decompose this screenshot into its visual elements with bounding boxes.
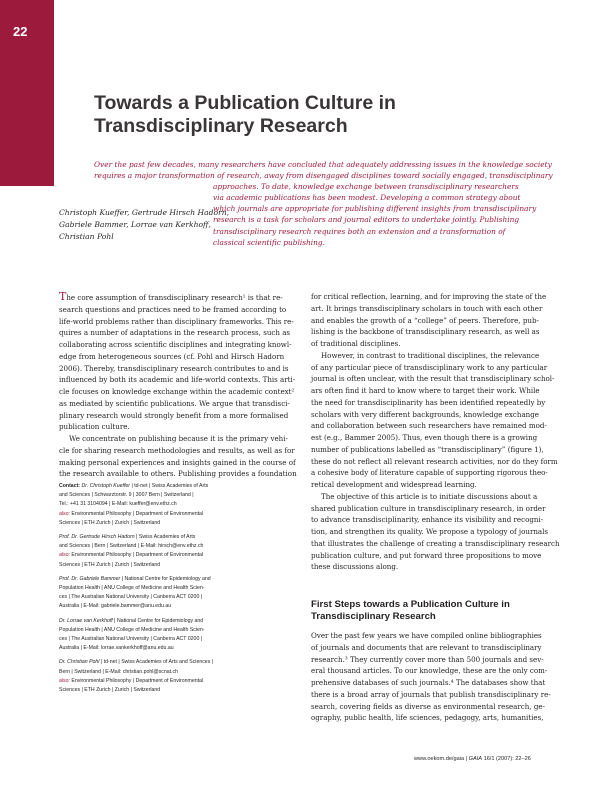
contact-line [59, 482, 295, 491]
body-line: plinary research would strongly benefit from a more formalised [59, 410, 289, 420]
body-line: collaborating across scientific disciplines and integrating knowl- [59, 340, 292, 349]
contact-line: and Sciences | Bern | Switzerland | E-Mail: hirsch@env.ethz.ch [59, 543, 204, 550]
body-line: the research available to others. Publishing provides a foundation [59, 469, 297, 479]
abstract-line: transdisciplinary research requires both an extension and a transformation of [213, 226, 506, 236]
author-line: Christoph Kueffer, Gertrude Hirsch Hadorn, [59, 208, 230, 217]
body-line: scholars with very different backgrounds, knowledge exchange [311, 409, 539, 419]
body-line: ars often find it hard to know where to target their work. While [311, 386, 540, 395]
contact-line: Sciences | ETH Zurich | Zurich | Switzerland [59, 519, 161, 526]
contact-name: Prof. Dr. Gertrude Hirsch Hadorn [59, 534, 135, 541]
body-column-right [311, 291, 560, 573]
section-heading [311, 599, 551, 622]
body-line: and collaboration between such researchers have remained mod- [311, 421, 547, 431]
contact-label: Contact: [59, 483, 82, 489]
abstract-line: research is a task for scholars and journal editors to undertake jointly. Publishing [213, 215, 520, 225]
body-line: publication culture, and put forward three propositions to move [311, 550, 542, 560]
body-text: he core assumption of transdisciplinary research¹ is that re- [66, 293, 283, 302]
page-footer [414, 756, 531, 762]
body-line: lishing is the backbone of transdisciplinary research, as well as [311, 327, 540, 337]
body-line: making personal experiences and insights gained in the course of [59, 457, 296, 467]
contact-line: and Sciences | Schwarztorstr. 9 | 3007 Bern | Switzerland | [59, 492, 194, 499]
contact-line: ces | The Australian National University | Canberra ACT 0200 | [59, 636, 203, 643]
drop-cap: T [59, 290, 67, 303]
contact-line: Australia | E-Mail: lorrae.vankerkhoff@anu.edu.au [59, 645, 174, 652]
body-line: that illustrates the challenge of creating a transdisciplinary research [311, 538, 560, 548]
section-heading-line: Transdisciplinary Research [311, 610, 436, 622]
abstract-line: which journals are appropriate for publishing different insights from transdisciplinary [213, 204, 537, 214]
body-line: eral thousand articles. To our knowledge, these are the only com- [311, 666, 548, 676]
body-line: cle for sharing research methodologies and results, as well as for [59, 445, 295, 455]
title-line: Towards a Publication Culture in [94, 92, 396, 114]
body-line: est (e.g., Bammer 2005). Thus, even though there is a growing [311, 433, 538, 442]
body-line: a cohesive body of literature capable of supporting rigorous theo- [311, 468, 548, 478]
contact-line [59, 551, 295, 560]
contact-line: Population Health | ANU College of Medicine and Health Scien- [59, 585, 205, 592]
body-line: search questions and practices need to be framed according to [59, 304, 287, 314]
body-line: life-world problems rather than disciplinary frameworks. This re- [59, 316, 294, 326]
section-heading-line: First Steps towards a Publication Culture in [311, 599, 510, 610]
contact-line: Australia | E-Mail: gabriele.bammer@anu.edu.au [59, 603, 172, 610]
contact-name: Dr. Lorrae van Kerkhoff [59, 617, 113, 624]
section-body [311, 630, 551, 724]
body-line: of journals and documents that are relevant to transdisciplinary [311, 642, 542, 652]
body-line: retical development and widespread learning. [311, 480, 477, 489]
contact-block [59, 482, 295, 695]
contact-text: Environmental Philosophy | Department of Environmental [71, 677, 204, 684]
body-line: ography, public health, life sciences, pedagogy, arts, humanities, [311, 713, 544, 723]
body-line: journal is often unclear, with the result that transdisciplinary schol- [311, 374, 555, 384]
body-line: shared publication culture in transdisciplinary research, in order [311, 503, 546, 513]
body-line: Over the past few years we have compiled online bibliographies [311, 631, 542, 640]
contact-line: Sciences | ETH Zurich | Zurich | Switzerland [59, 687, 161, 694]
body-line: and enables the growth of a “college” of peers. Therefore, pub- [311, 315, 539, 325]
body-line: quires a number of adaptations in the research process, such as [59, 328, 291, 338]
body-line: influenced by both its academic and life-world contexts. This arti- [59, 375, 296, 385]
also-label: also: [59, 677, 72, 684]
body-line: the need for transdisciplinarity has been identified repeatedly by [311, 397, 546, 407]
author-line: Gabriele Bammer, Lorrae van Kerkhoff, [59, 220, 211, 230]
author-line: Christian Pohl [59, 232, 114, 242]
body-line: 2006). Thereby, transdisciplinary research contributes to and is [59, 363, 289, 373]
abstract-line: requires a major transformation of research, away from disengaged disciplines toward socially engaged, transdisciplinary [94, 171, 553, 181]
body-line [59, 291, 295, 304]
body-line: number of publications labelled as “transdisciplinary” (figure 1), [311, 444, 544, 454]
body-line: The objective of this article is to initiate discussions about a [321, 491, 538, 501]
contact-line [59, 533, 295, 542]
contact-line: Bern | Switzerland | E-Mail: christian.pohl@scnat.ch [59, 668, 178, 675]
contact-name: Prof. Dr. Gabriele Bammer [59, 575, 121, 582]
body-line: cle focuses on knowledge exchange within the academic context² [59, 387, 295, 396]
also-label: also: [59, 552, 72, 559]
body-line: tion, and strengthen its quality. We propose a typology of journals [311, 527, 549, 536]
title-line: Transdisciplinary Research [94, 115, 348, 137]
contact-line [59, 575, 295, 584]
contact-name: Dr. Christoph Kueffer [81, 483, 131, 489]
body-line: for critical reflection, learning, and for improving the state of the [311, 292, 547, 301]
abstract-line: via academic publications has been modest. Developing a common strategy about [213, 193, 521, 203]
contact-text: | Swiss Academies of Arts [134, 534, 196, 541]
contact-line [59, 658, 295, 667]
contact-text: | National Centre for Epidemiology and [112, 617, 204, 624]
contact-line: ces | The Australian National University | Canberra ACT 0200 | [59, 594, 203, 601]
body-line: there is a broad array of journals that publish transdisciplinary re- [311, 689, 551, 699]
contact-line [59, 617, 295, 626]
footer-journal: GAIA [468, 756, 483, 762]
body-line: these do not reflect all relevant research activities, nor do they form [311, 456, 558, 466]
body-line: publication culture. [59, 422, 130, 432]
body-line: prehensive databases of such journals.⁴ The databases show that [311, 678, 546, 687]
body-column-left [59, 291, 295, 480]
abstract-line: approaches. To date, knowledge exchange between transdisciplinary researchers [213, 182, 519, 192]
also-label: also: [59, 510, 72, 517]
article-title [94, 92, 494, 138]
body-line: art. It brings transdisciplinary scholars in touch with each other [311, 303, 543, 313]
abstract-line: Over the past few decades, many researchers have concluded that adequately addressing issues in the knowledge society [94, 160, 552, 169]
contact-line: Tel.: +41 31 3104094 | E-Mail: kueffer@env.ethz.ch [59, 501, 177, 508]
body-line: edge from heterogeneous sources (cf. Pohl and Hirsch Hadorn [59, 351, 285, 361]
page-number: 22 [13, 24, 28, 39]
contact-text: Environmental Philosophy | Department of Environmental [71, 510, 204, 517]
contact-text: | td-net | Swiss Academies of Arts [130, 483, 209, 489]
body-line: We concentrate on publishing because it is the primary vehi- [69, 434, 288, 443]
body-line: as mediated by scientific publications. We argue that transdisci- [59, 398, 290, 408]
body-line: However, in contrast to traditional disciplines, the relevance [321, 350, 540, 360]
contact-text: Environmental Philosophy | Department of Environmental [71, 552, 204, 559]
abstract-line: classical scientific publishing. [213, 237, 326, 247]
footer-separator: | [465, 756, 469, 762]
body-line: of any particular piece of transdisciplinary work to any particular [311, 362, 548, 372]
body-line: of traditional disciplines. [311, 339, 401, 348]
body-line: search, covering fields as diverse as environmental research, ge- [311, 701, 545, 711]
body-line: to advance transdisciplinarity, enhance its visibility and recogni- [311, 515, 544, 525]
footer-citation: 16/1 (2007): 22–26 [483, 756, 531, 762]
contact-text: | td-net | Swiss Academies of Arts and Sciences | [99, 659, 214, 666]
body-line: these discussions along. [311, 562, 399, 572]
contact-line [59, 677, 295, 686]
contact-line: Sciences | ETH Zurich | Zurich | Switzerland [59, 561, 161, 568]
contact-line: Population Health | ANU College of Medicine and Health Scien- [59, 626, 205, 633]
contact-name: Dr. Christian Pohl [59, 659, 100, 666]
page-number-bar [0, 0, 54, 186]
author-list [59, 207, 230, 243]
contact-text: | National Centre for Epidemiology and [120, 575, 211, 582]
footer-url[interactable]: www.oekom.de/gaia [414, 756, 465, 762]
contact-line [59, 510, 295, 519]
body-line: research.³ They currently cover more than 500 journals and sev- [311, 654, 544, 664]
